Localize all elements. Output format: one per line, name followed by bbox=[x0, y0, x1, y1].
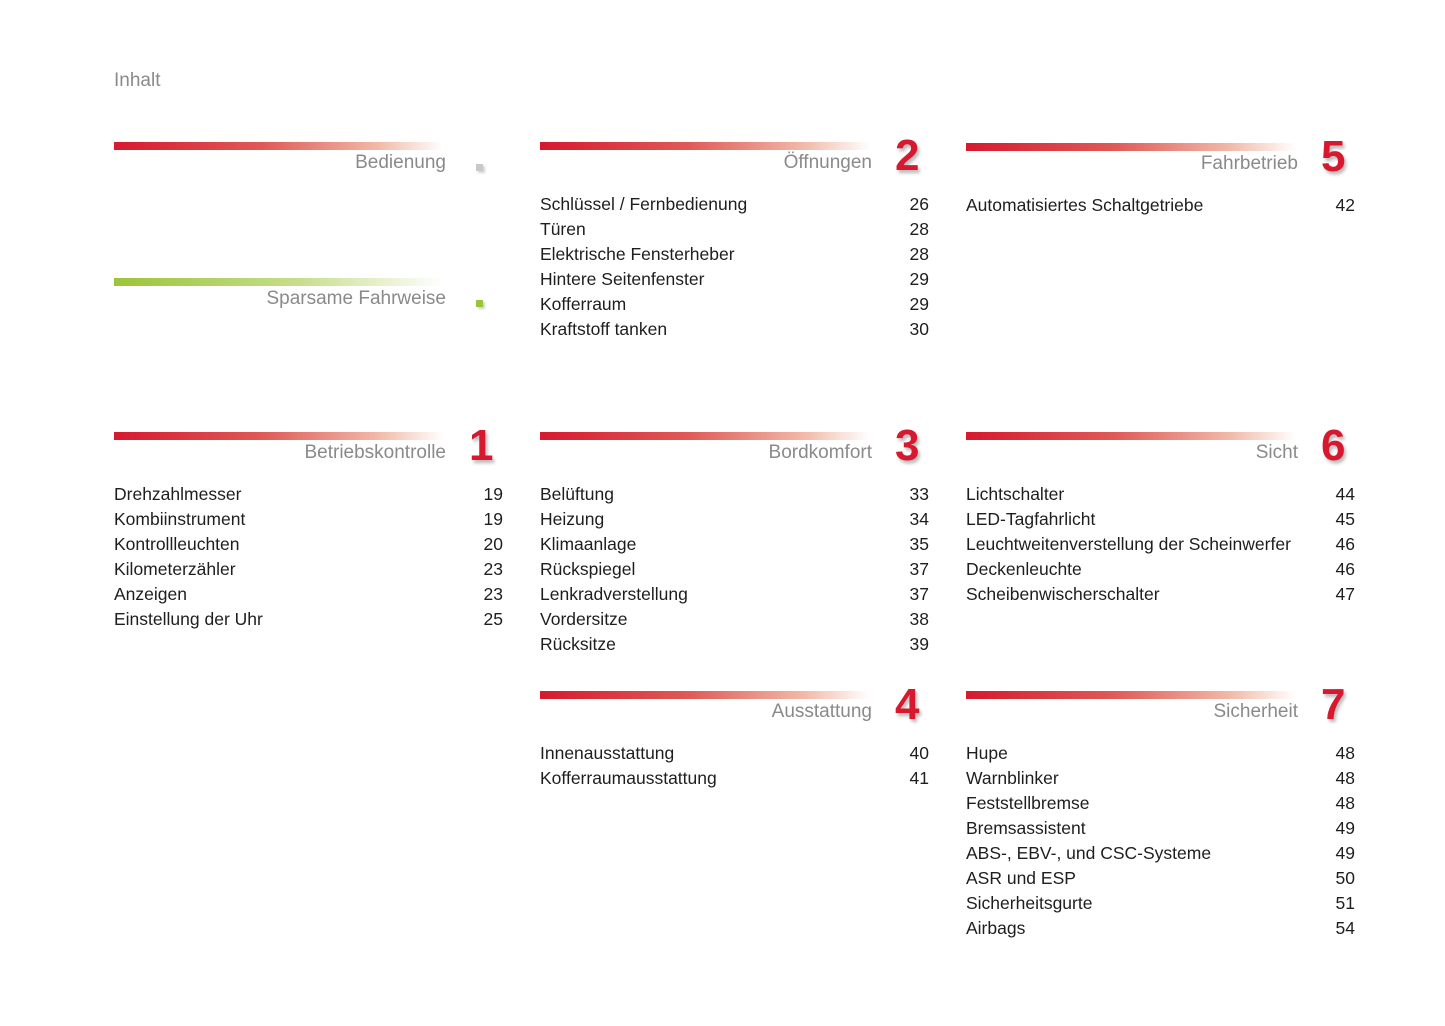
toc-entry[interactable] bbox=[966, 482, 1355, 507]
entry-label: Kofferraum bbox=[540, 294, 627, 314]
entry-label: Feststellbremse bbox=[966, 793, 1090, 813]
entry-page-number: 20 bbox=[483, 534, 503, 554]
entry-label: Schlüssel / Fernbedienung bbox=[540, 194, 748, 214]
toc-entry[interactable] bbox=[966, 557, 1355, 582]
section-bar bbox=[966, 432, 1296, 440]
section-bar bbox=[966, 691, 1296, 699]
toc-entry[interactable] bbox=[540, 557, 929, 582]
section-number: 7 bbox=[1321, 680, 1346, 729]
toc-entry[interactable] bbox=[966, 193, 1355, 218]
entry-label: Airbags bbox=[966, 918, 1026, 938]
toc-entry[interactable] bbox=[966, 766, 1355, 791]
entry-list bbox=[540, 741, 929, 791]
entry-page-number: 29 bbox=[909, 269, 929, 289]
section-bar bbox=[114, 432, 444, 440]
toc-entry[interactable] bbox=[114, 582, 503, 607]
entry-page-number: 48 bbox=[1335, 743, 1355, 763]
toc-entry[interactable] bbox=[540, 242, 929, 267]
entry-label: ABS-, EBV-, und CSC-Systeme bbox=[966, 843, 1212, 863]
toc-entry[interactable] bbox=[540, 217, 929, 242]
entry-page-number: 35 bbox=[909, 534, 929, 554]
entry-page-number: 48 bbox=[1335, 793, 1355, 813]
toc-entry[interactable] bbox=[966, 582, 1355, 607]
entry-page-number: 44 bbox=[1335, 484, 1355, 504]
entry-page-number: 28 bbox=[909, 244, 929, 264]
page-title: Inhalt bbox=[114, 70, 161, 91]
entry-list bbox=[966, 741, 1355, 941]
entry-label: Klimaanlage bbox=[540, 534, 637, 554]
entry-list bbox=[966, 482, 1355, 607]
section-bar bbox=[966, 143, 1296, 151]
toc-entry[interactable] bbox=[540, 292, 929, 317]
toc-entry[interactable] bbox=[540, 532, 929, 557]
square-marker-icon bbox=[476, 164, 483, 171]
entry-page-number: 25 bbox=[483, 609, 503, 629]
entry-label: Leuchtweitenverstellung der Scheinwerfer bbox=[966, 534, 1291, 554]
entry-page-number: 48 bbox=[1335, 768, 1355, 788]
section-title: Bedienung bbox=[355, 152, 446, 173]
section-number: 2 bbox=[895, 131, 920, 180]
entry-label: Kraftstoff tanken bbox=[540, 319, 668, 339]
toc-entry[interactable] bbox=[540, 267, 929, 292]
entry-page-number: 46 bbox=[1335, 559, 1355, 579]
toc-entry[interactable] bbox=[114, 607, 503, 632]
entry-label: Rücksitze bbox=[540, 634, 616, 654]
entry-page-number: 47 bbox=[1335, 584, 1355, 604]
entry-label: Deckenleuchte bbox=[966, 559, 1082, 579]
entry-page-number: 50 bbox=[1335, 868, 1355, 888]
entry-page-number: 23 bbox=[483, 559, 503, 579]
entry-label: Innenausstattung bbox=[540, 743, 675, 763]
toc-entry[interactable] bbox=[540, 582, 929, 607]
entry-label: Kofferraumausstattung bbox=[540, 768, 717, 788]
entry-label: Lichtschalter bbox=[966, 484, 1065, 504]
toc-entry[interactable] bbox=[966, 532, 1355, 557]
section-title: Sparsame Fahrweise bbox=[266, 288, 446, 309]
section-bar bbox=[540, 691, 870, 699]
entry-page-number: 33 bbox=[909, 484, 929, 504]
entry-label: Kilometerzähler bbox=[114, 559, 236, 579]
entry-page-number: 41 bbox=[909, 768, 929, 788]
section-bar bbox=[540, 142, 870, 150]
section-title: Bordkomfort bbox=[768, 442, 872, 463]
entry-page-number: 29 bbox=[909, 294, 929, 314]
entry-label: Lenkradverstellung bbox=[540, 584, 688, 604]
toc-entry[interactable] bbox=[114, 482, 503, 507]
entry-label: Einstellung der Uhr bbox=[114, 609, 263, 629]
entry-list bbox=[540, 482, 929, 657]
toc-entry[interactable] bbox=[966, 916, 1355, 941]
section-number: 6 bbox=[1321, 421, 1346, 470]
section-bar bbox=[114, 278, 444, 286]
entry-page-number: 49 bbox=[1335, 843, 1355, 863]
entry-label: Warnblinker bbox=[966, 768, 1059, 788]
entry-label: Belüftung bbox=[540, 484, 614, 504]
entry-label: Kontrollleuchten bbox=[114, 534, 240, 554]
section-number: 5 bbox=[1321, 132, 1346, 181]
section-title: Sicherheit bbox=[1213, 701, 1298, 722]
entry-list bbox=[540, 192, 929, 342]
section-bar bbox=[540, 432, 870, 440]
entry-page-number: 49 bbox=[1335, 818, 1355, 838]
entry-label: Automatisiertes Schaltgetriebe bbox=[966, 195, 1204, 215]
toc-entry[interactable] bbox=[540, 607, 929, 632]
toc-entry[interactable] bbox=[540, 766, 929, 791]
entry-page-number: 51 bbox=[1335, 893, 1355, 913]
section-title: Betriebskontrolle bbox=[304, 442, 446, 463]
entry-label: Scheibenwischerschalter bbox=[966, 584, 1160, 604]
entry-label: Bremsassistent bbox=[966, 818, 1086, 838]
entry-label: Türen bbox=[540, 219, 586, 239]
toc-entry[interactable] bbox=[540, 507, 929, 532]
entry-label: Drehzahlmesser bbox=[114, 484, 242, 504]
toc-entry[interactable] bbox=[114, 557, 503, 582]
section-title: Fahrbetrieb bbox=[1200, 153, 1298, 174]
entry-label: Rückspiegel bbox=[540, 559, 636, 579]
section-title: Ausstattung bbox=[771, 701, 872, 722]
toc-entry[interactable] bbox=[966, 816, 1355, 841]
entry-page-number: 28 bbox=[909, 219, 929, 239]
toc-entry[interactable] bbox=[540, 317, 929, 342]
entry-page-number: 42 bbox=[1335, 195, 1355, 215]
entry-page-number: 30 bbox=[909, 319, 929, 339]
entry-page-number: 19 bbox=[483, 509, 503, 529]
entry-page-number: 40 bbox=[909, 743, 929, 763]
toc-entry[interactable] bbox=[966, 891, 1355, 916]
section-bar bbox=[114, 142, 444, 150]
toc-entry[interactable] bbox=[114, 507, 503, 532]
toc-entry[interactable] bbox=[540, 741, 929, 766]
entry-page-number: 23 bbox=[483, 584, 503, 604]
entry-label: Anzeigen bbox=[114, 584, 187, 604]
entry-label: Elektrische Fensterheber bbox=[540, 244, 735, 264]
section-number: 4 bbox=[895, 680, 920, 729]
toc-entry[interactable] bbox=[540, 482, 929, 507]
entry-label: Heizung bbox=[540, 509, 605, 529]
entry-label: Kombiinstrument bbox=[114, 509, 246, 529]
section-number: 1 bbox=[469, 421, 494, 470]
entry-list bbox=[966, 193, 1355, 218]
entry-page-number: 45 bbox=[1335, 509, 1355, 529]
entry-page-number: 19 bbox=[483, 484, 503, 504]
entry-page-number: 46 bbox=[1335, 534, 1355, 554]
toc-entry[interactable] bbox=[966, 741, 1355, 766]
square-marker-icon bbox=[476, 300, 483, 307]
entry-label: LED-Tagfahrlicht bbox=[966, 509, 1096, 529]
toc-entry[interactable] bbox=[966, 841, 1355, 866]
entry-page-number: 37 bbox=[909, 559, 929, 579]
toc-entry[interactable] bbox=[114, 532, 503, 557]
entry-page-number: 38 bbox=[909, 609, 929, 629]
entry-page-number: 39 bbox=[909, 634, 929, 654]
entry-label: ASR und ESP bbox=[966, 868, 1076, 888]
toc-entry[interactable] bbox=[540, 632, 929, 657]
toc-entry[interactable] bbox=[966, 866, 1355, 891]
entry-label: Sicherheitsgurte bbox=[966, 893, 1093, 913]
entry-page-number: 54 bbox=[1335, 918, 1355, 938]
section-title: Öffnungen bbox=[783, 152, 872, 173]
section-number: 3 bbox=[895, 421, 920, 470]
entry-list bbox=[114, 482, 503, 632]
toc-entry[interactable] bbox=[540, 192, 929, 217]
entry-label: Hintere Seitenfenster bbox=[540, 269, 705, 289]
entry-label: Vordersitze bbox=[540, 609, 628, 629]
entry-label: Hupe bbox=[966, 743, 1008, 763]
toc-entry[interactable] bbox=[966, 791, 1355, 816]
section-title: Sicht bbox=[1255, 442, 1298, 463]
entry-page-number: 34 bbox=[909, 509, 929, 529]
toc-entry[interactable] bbox=[966, 507, 1355, 532]
entry-page-number: 26 bbox=[909, 194, 929, 214]
entry-page-number: 37 bbox=[909, 584, 929, 604]
